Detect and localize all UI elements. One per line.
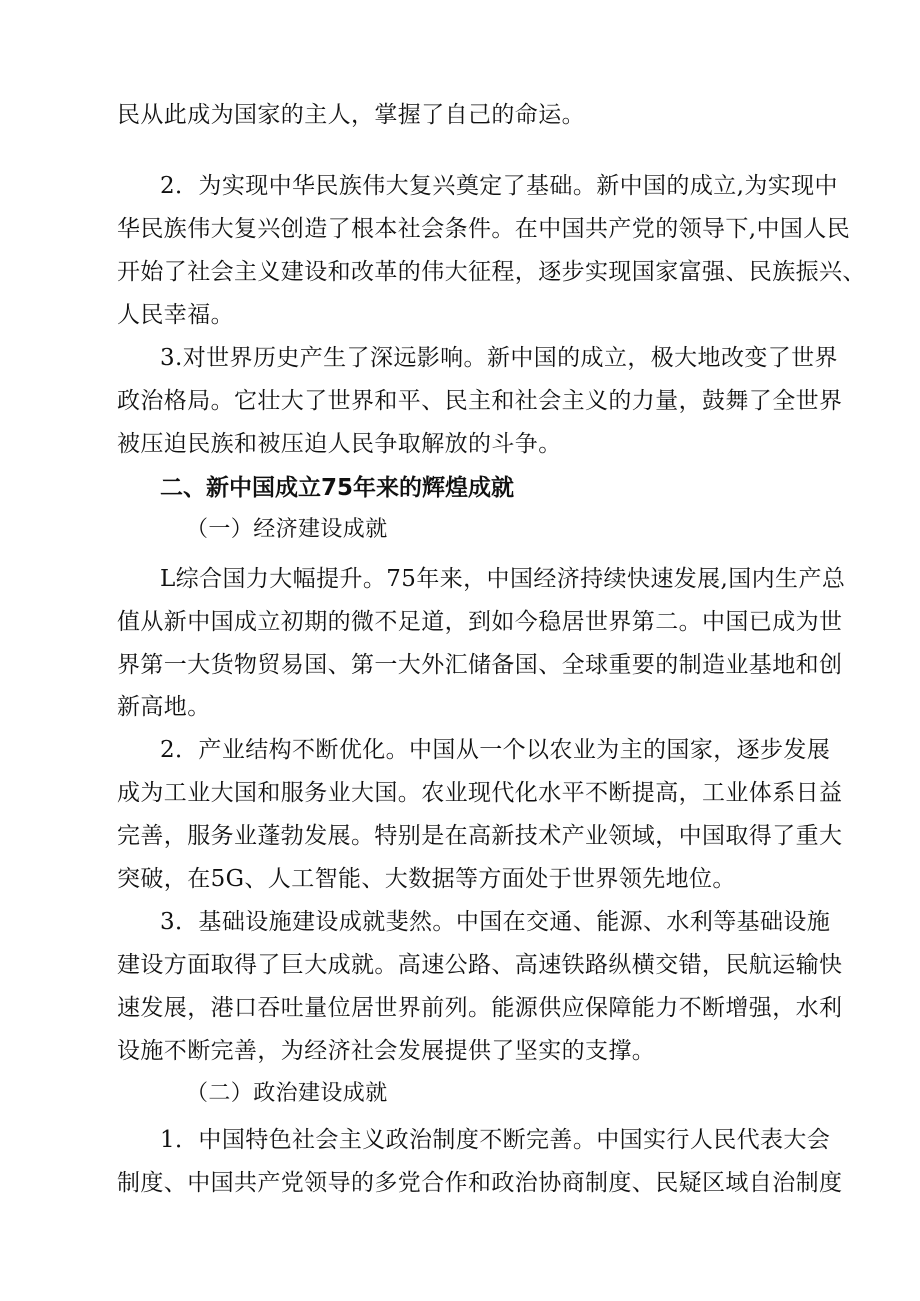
paragraph-line: 民从此成为国家的主人，掌握了自己的命运。	[117, 102, 585, 128]
paragraph-line: L综合国力大幅提升。75年来，中国经济持续快速发展,国内生产总	[160, 566, 846, 592]
paragraph-line: 突破，在5G、人工智能、大数据等方面处于世界领先地位。	[117, 866, 736, 892]
paragraph-line: 速发展，港口吞吐量位居世界前列。能源供应保障能力不断增强，水利	[117, 995, 843, 1021]
paragraph-line: 建设方面取得了巨大成就。高速公路、高速铁路纵横交错，民航运输快	[117, 952, 843, 978]
paragraph-line: 1．中国特色社会主义政治制度不断完善。中国实行人民代表大会	[160, 1127, 831, 1153]
subsection-heading: （二）政治建设成就	[186, 1081, 388, 1106]
paragraph-line: 2．产业结构不断优化。中国从一个以农业为主的国家，逐步发展	[160, 737, 831, 763]
paragraph-line: 界第一大货物贸易国、第一大外汇储备国、全球重要的制造业基地和创	[117, 652, 843, 678]
paragraph-line: 制度、中国共产党领导的多党合作和政治协商制度、民疑区域自治制度	[117, 1170, 843, 1196]
paragraph-line: 被压迫民族和被压迫人民争取解放的斗争。	[117, 431, 562, 457]
paragraph-line: 设施不断完善，为经济社会发展提供了坚实的支撑。	[117, 1038, 656, 1064]
paragraph-line: 开始了社会主义建设和改革的伟大征程，逐步实现国家富强、民族振兴、	[117, 259, 866, 285]
section-heading: 二、新中国成立75年来的辉煌成就	[160, 475, 515, 501]
paragraph-line: 人民幸福。	[117, 302, 234, 328]
paragraph-line: 3.对世界历史产生了深远影响。新中国的成立，极大地改变了世界	[160, 345, 838, 371]
paragraph-line: 新高地。	[117, 694, 211, 720]
paragraph-line: 华民族伟大复兴创造了根本社会条件。在中国共产党的领导下,中国人民	[117, 216, 851, 242]
paragraph-line: 成为工业大国和服务业大国。农业现代化水平不断提高，工业体系日益	[117, 780, 843, 806]
paragraph-line: 值从新中国成立初期的微不足道，到如今稳居世界第二。中国已成为世	[117, 609, 843, 635]
paragraph-line: 3．基础设施建设成就斐然。中国在交通、能源、水利等基础设施	[160, 909, 831, 935]
paragraph-line: 2．为实现中华民族伟大复兴奠定了基础。新中国的成立,为实现中	[160, 173, 838, 199]
paragraph-line: 政治格局。它壮大了世界和平、民主和社会主义的力量，鼓舞了全世界	[117, 388, 843, 414]
paragraph-line: 完善，服务业蓬勃发展。特别是在高新技术产业领域，中国取得了重大	[117, 823, 843, 849]
subsection-heading: （一）经济建设成就	[186, 517, 388, 542]
